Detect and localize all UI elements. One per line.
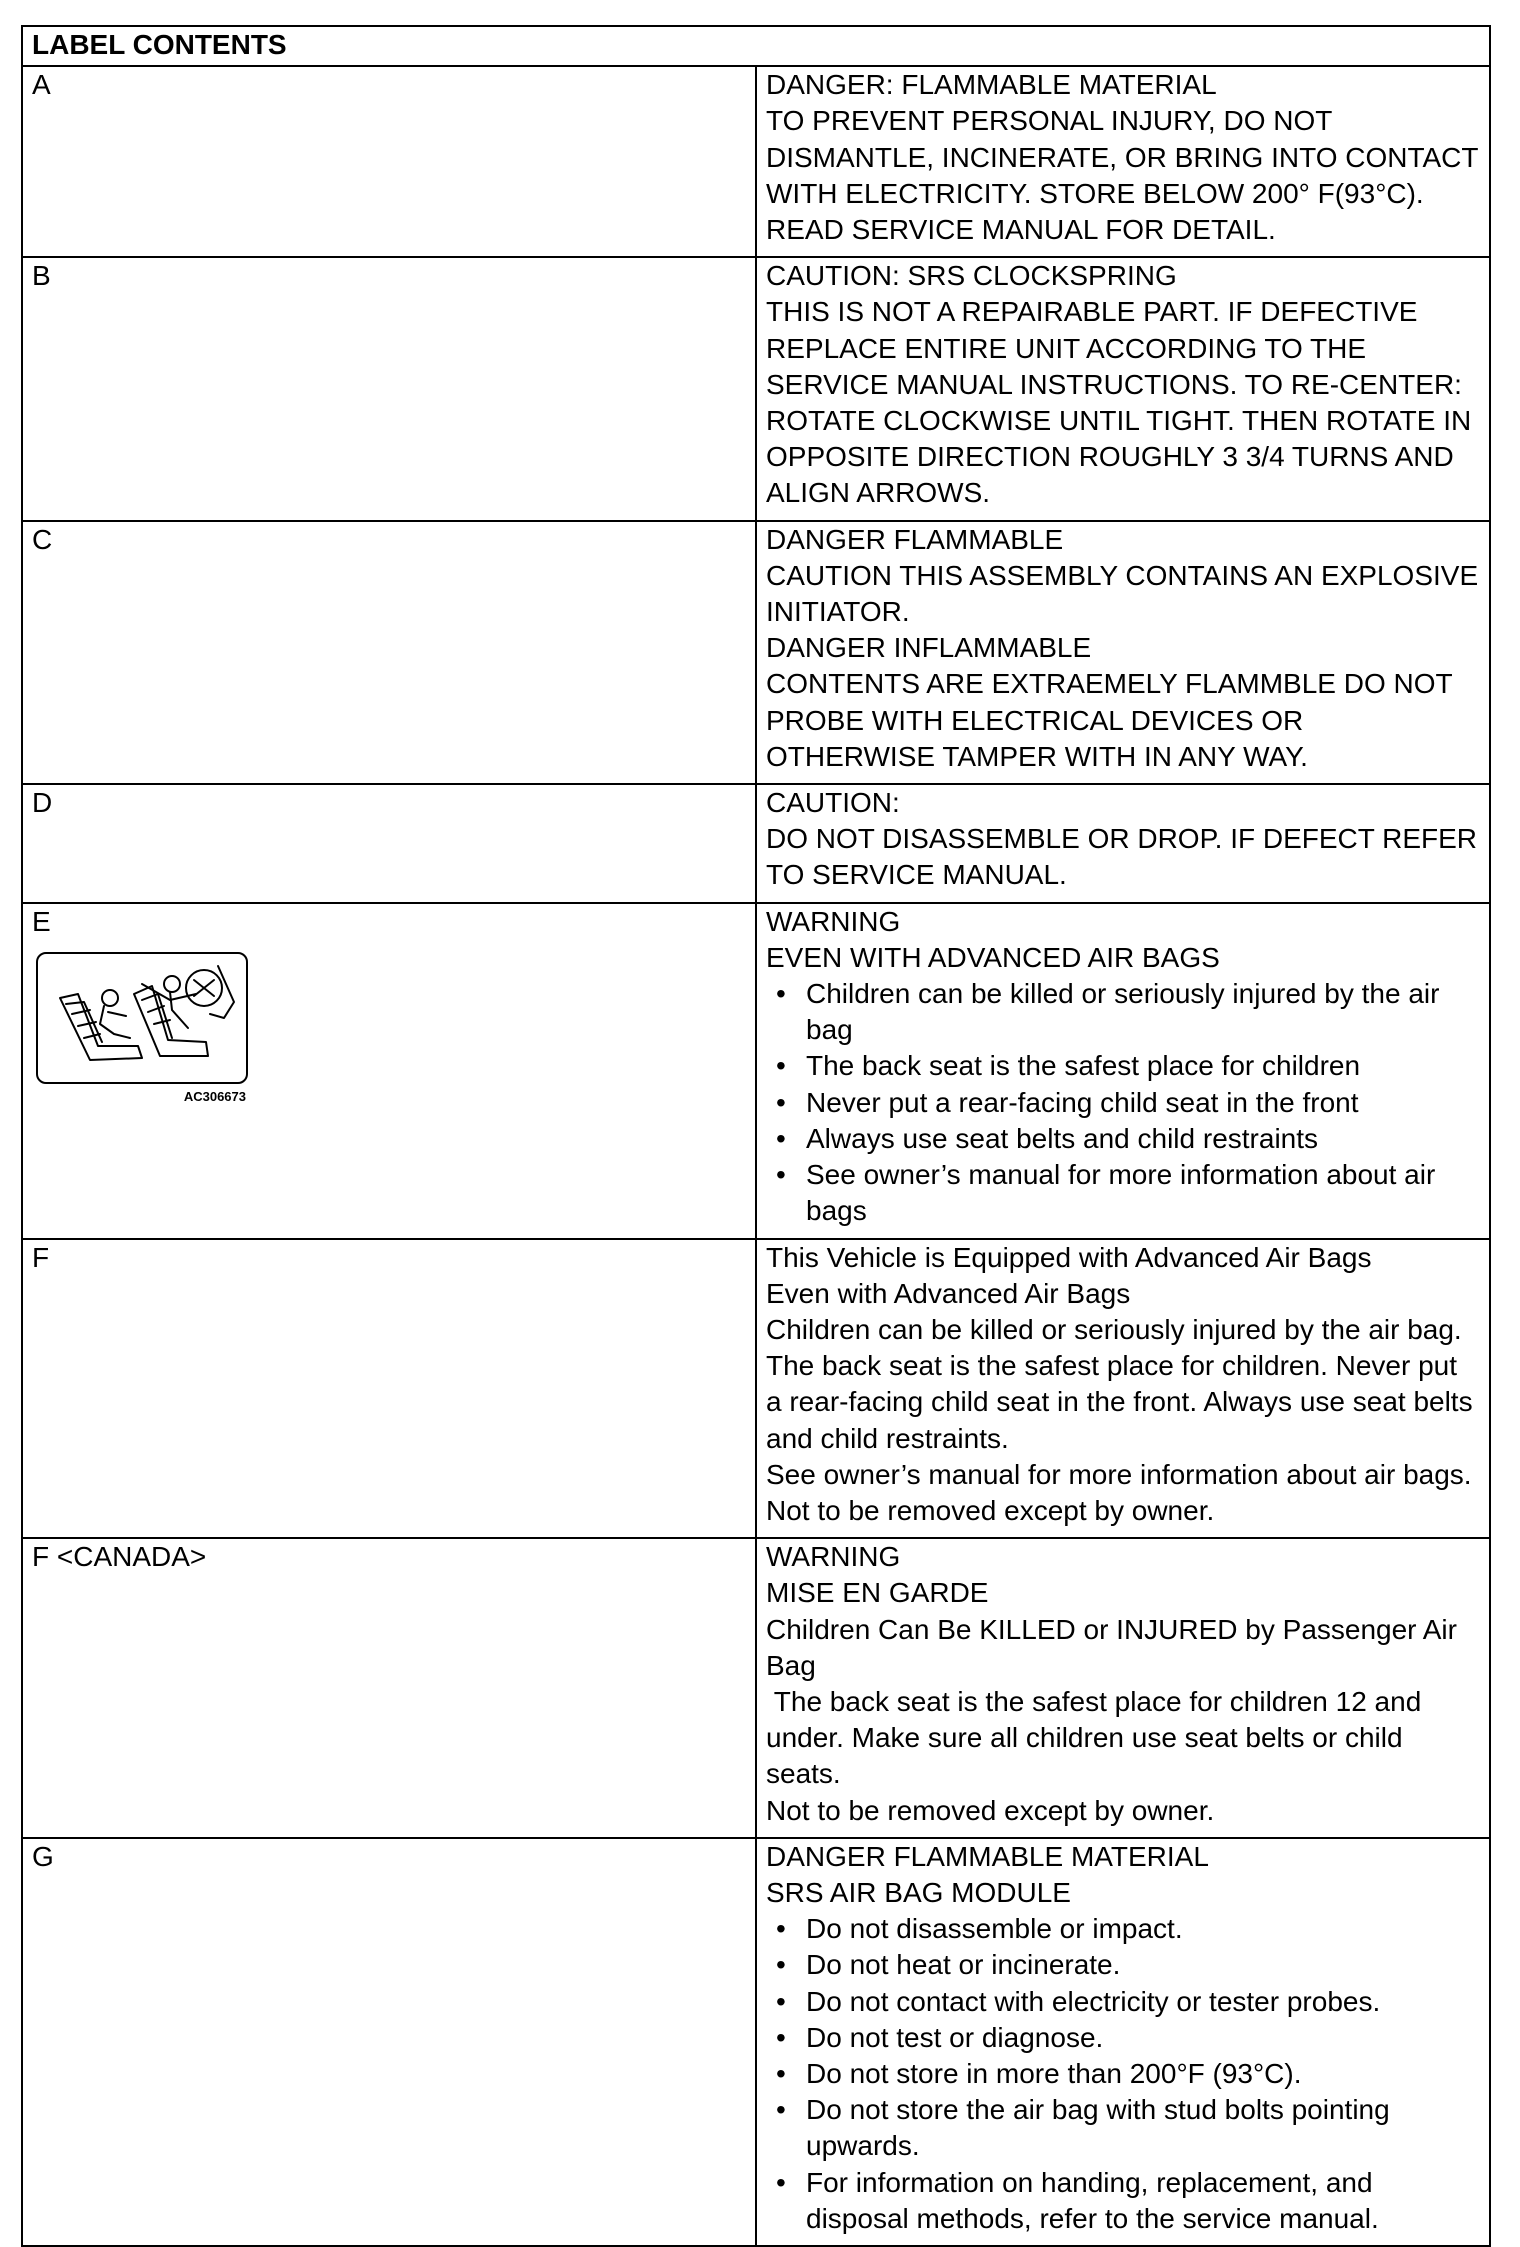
row-label-cell bbox=[22, 903, 756, 1239]
table-row bbox=[22, 784, 1490, 903]
content-line: Children Can Be KILLED or INJURED by Passenger Air Bag bbox=[766, 1613, 1465, 1681]
row-label: G bbox=[22, 1838, 756, 2246]
row-label: C bbox=[22, 521, 756, 784]
list-item: • The back seat is the safest place for children bbox=[766, 1048, 1480, 1084]
list-item: • Never put a rear-facing child seat in the front bbox=[766, 1085, 1480, 1121]
content-line: CAUTION THIS ASSEMBLY CONTAINS AN EXPLOSIVE INITIATOR. bbox=[766, 559, 1486, 628]
content-line: THIS IS NOT A REPAIRABLE PART. IF DEFECTIVE REPLACE ENTIRE UNIT ACCORDING TO THE SERVICE MANUAL INSTRUCTIONS. TO RE-CENTER: ROTATE CLOCKWISE UNTIL TIGHT. THEN ROTATE IN OPPOSITE DIRECTION ROUGHLY 3 3/4 TURNS AND ALIGN ARROWS. bbox=[766, 296, 1480, 509]
content-line: DANGER FLAMMABLE MATERIAL bbox=[766, 1840, 1209, 1872]
content-line: DO NOT DISASSEMBLE OR DROP. IF DEFECT REFER TO SERVICE MANUAL. bbox=[766, 823, 1485, 891]
table-row bbox=[22, 903, 1490, 1239]
label-contents-table bbox=[21, 25, 1491, 2247]
row-contents bbox=[756, 257, 1490, 520]
content-line: CONTENTS ARE EXTRAEMELY FLAMMBLE DO NOT PROBE WITH ELECTRICAL DEVICES OR OTHERWISE TAMPER WITH IN ANY WAY. bbox=[766, 668, 1460, 772]
content-line: DANGER: FLAMMABLE MATERIAL bbox=[766, 69, 1217, 101]
row-label: D bbox=[22, 784, 756, 903]
figure-frame bbox=[36, 952, 248, 1084]
content-line: The back seat is the safest place for children 12 and under. Make sure all children use seat belts or child seats. bbox=[766, 1685, 1430, 1790]
table-row bbox=[22, 521, 1490, 784]
table-title: LABEL CONTENTS bbox=[22, 26, 1490, 66]
table-row bbox=[22, 66, 1490, 257]
content-line: MISE EN GARDE bbox=[766, 1577, 989, 1609]
row-contents bbox=[756, 521, 1490, 784]
table-row bbox=[22, 1838, 1490, 2246]
content-line: This Vehicle is Equipped with Advanced Air Bags bbox=[766, 1241, 1372, 1273]
airbag-warning-figure bbox=[32, 944, 252, 1124]
content-line: See owner’s manual for more information about air bags. bbox=[766, 1458, 1472, 1490]
list-item: • Always use seat belts and child restraints bbox=[766, 1121, 1480, 1157]
table-row bbox=[22, 257, 1490, 520]
content-line: Not to be removed except by owner. bbox=[766, 1794, 1215, 1826]
row-contents bbox=[756, 1838, 1490, 2246]
content-line: CAUTION: bbox=[766, 787, 900, 819]
row-label: E bbox=[32, 905, 51, 937]
content-line: DANGER INFLAMMABLE bbox=[766, 632, 1092, 664]
row-contents bbox=[756, 66, 1490, 257]
list-item: • For information on handing, replacement, and disposal methods, refer to the service manual. bbox=[766, 2165, 1480, 2237]
row-contents bbox=[756, 1239, 1490, 1539]
content-line: Not to be removed except by owner. bbox=[766, 1494, 1215, 1526]
row-contents bbox=[756, 903, 1490, 1239]
table-row bbox=[22, 1239, 1490, 1539]
list-item: • Children can be killed or seriously injured by the air bag bbox=[766, 976, 1480, 1048]
list-item: • Do not store in more than 200°F (93°C). bbox=[766, 2056, 1480, 2092]
content-line: DANGER FLAMMABLE bbox=[766, 523, 1064, 555]
list-item: • Do not test or diagnose. bbox=[766, 2020, 1480, 2056]
content-line: WARNING bbox=[766, 905, 901, 937]
table-row bbox=[22, 1538, 1490, 1838]
table-header-row bbox=[22, 26, 1490, 66]
content-line: Even with Advanced Air Bags bbox=[766, 1277, 1131, 1309]
row-contents bbox=[756, 784, 1490, 903]
list-item: • Do not heat or incinerate. bbox=[766, 1947, 1480, 1983]
list-item: • Do not store the air bag with stud bolts pointing upwards. bbox=[766, 2092, 1480, 2164]
content-line: EVEN WITH ADVANCED AIR BAGS bbox=[766, 941, 1220, 973]
list-item: • Do not contact with electricity or tester probes. bbox=[766, 1984, 1480, 2020]
list-item: • Do not disassemble or impact. bbox=[766, 1911, 1480, 1947]
row-label: B bbox=[22, 257, 756, 520]
content-line: WARNING bbox=[766, 1541, 901, 1573]
row-label: A bbox=[22, 66, 756, 257]
content-line: TO PREVENT PERSONAL INJURY, DO NOT DISMANTLE, INCINERATE, OR BRING INTO CONTACT WITH ELECTRICITY. STORE BELOW 200° F(93°C). READ SERVICE MANUAL FOR DETAIL. bbox=[766, 105, 1486, 246]
content-line: Children can be killed or seriously injured by the air bag. The back seat is the safest place for children. Never put a rear-facing child seat in the front. Always use seat belts and child restraints. bbox=[766, 1313, 1481, 1454]
content-line: CAUTION: SRS CLOCKSPRING bbox=[766, 260, 1177, 292]
content-line: SRS AIR BAG MODULE bbox=[766, 1876, 1071, 1908]
row-label: F bbox=[22, 1239, 756, 1539]
row-label: F <CANADA> bbox=[22, 1538, 756, 1838]
list-item: • See owner’s manual for more information about air bags bbox=[766, 1157, 1480, 1229]
row-contents bbox=[756, 1538, 1490, 1838]
child-seat-airbag-icon bbox=[38, 954, 246, 1082]
bullet-list bbox=[766, 976, 1480, 1229]
figure-id: AC306673 bbox=[183, 1088, 246, 1104]
bullet-list bbox=[766, 1911, 1480, 2237]
